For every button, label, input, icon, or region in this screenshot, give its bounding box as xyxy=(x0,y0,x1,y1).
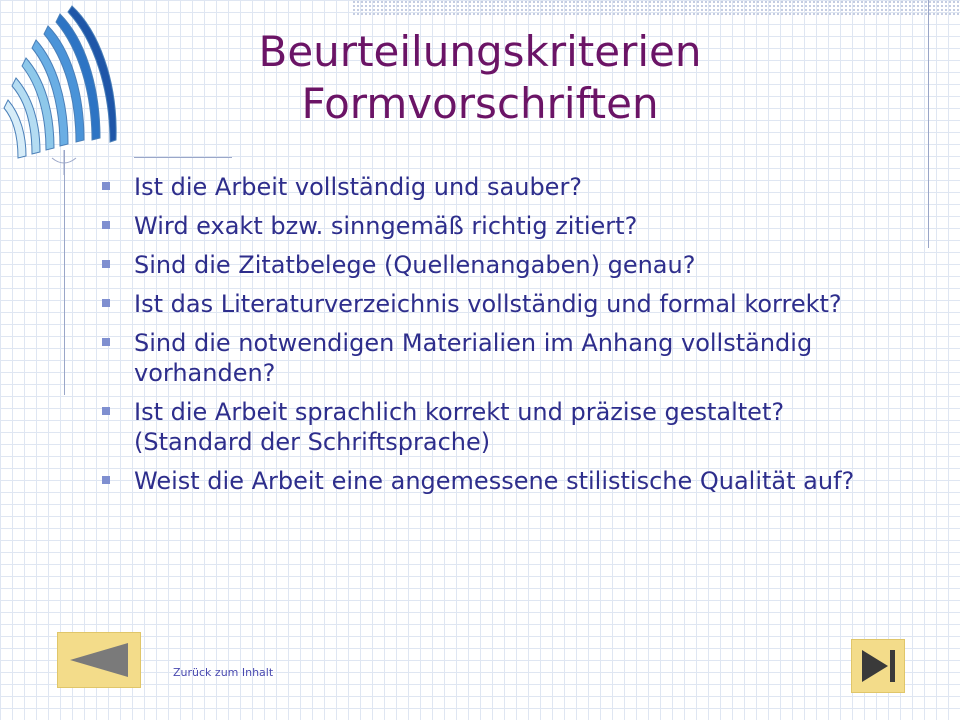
list-item xyxy=(100,289,860,319)
list-item xyxy=(100,466,860,496)
list-item xyxy=(100,397,860,457)
square-bullet-icon xyxy=(102,338,110,346)
decorative-vertical-line-left xyxy=(64,150,65,395)
list-item-text: Ist die Arbeit sprachlich korrekt und präzise gestaltet? (Standard der Schriftsprache) xyxy=(134,398,785,456)
top-dotted-band xyxy=(352,0,960,16)
title-line-2: Formvorschriften xyxy=(301,79,659,128)
triangle-left-icon xyxy=(68,641,130,679)
list-item-text: Weist die Arbeit eine angemessene stilistische Qualität auf? xyxy=(134,467,855,495)
square-bullet-icon xyxy=(102,182,110,190)
title-underline xyxy=(134,157,232,158)
end-button[interactable] xyxy=(851,639,905,693)
list-item xyxy=(100,211,860,241)
decorative-vertical-line-right xyxy=(928,0,929,248)
list-item xyxy=(100,172,860,202)
list-item xyxy=(100,250,860,280)
back-to-contents-link[interactable]: Zurück zum Inhalt xyxy=(173,666,274,679)
list-item-text: Ist das Literaturverzeichnis vollständig und formal korrekt? xyxy=(134,290,842,318)
list-item-text: Ist die Arbeit vollständig und sauber? xyxy=(134,173,583,201)
skip-to-end-icon xyxy=(858,646,898,686)
list-item-text: Wird exakt bzw. sinngemäß richtig zitiert? xyxy=(134,212,638,240)
square-bullet-icon xyxy=(102,299,110,307)
title-line-1: Beurteilungskriterien xyxy=(258,27,702,76)
criteria-list xyxy=(100,172,860,505)
back-button[interactable] xyxy=(57,632,141,688)
square-bullet-icon xyxy=(102,476,110,484)
square-bullet-icon xyxy=(102,221,110,229)
slide-title xyxy=(170,26,790,130)
list-item-text: Sind die Zitatbelege (Quellenangaben) genau? xyxy=(134,251,696,279)
list-item-text: Sind die notwendigen Materialien im Anhang vollständig vorhanden? xyxy=(134,329,813,387)
square-bullet-icon xyxy=(102,260,110,268)
square-bullet-icon xyxy=(102,407,110,415)
list-item xyxy=(100,328,860,388)
wing-logo-icon xyxy=(0,0,140,175)
